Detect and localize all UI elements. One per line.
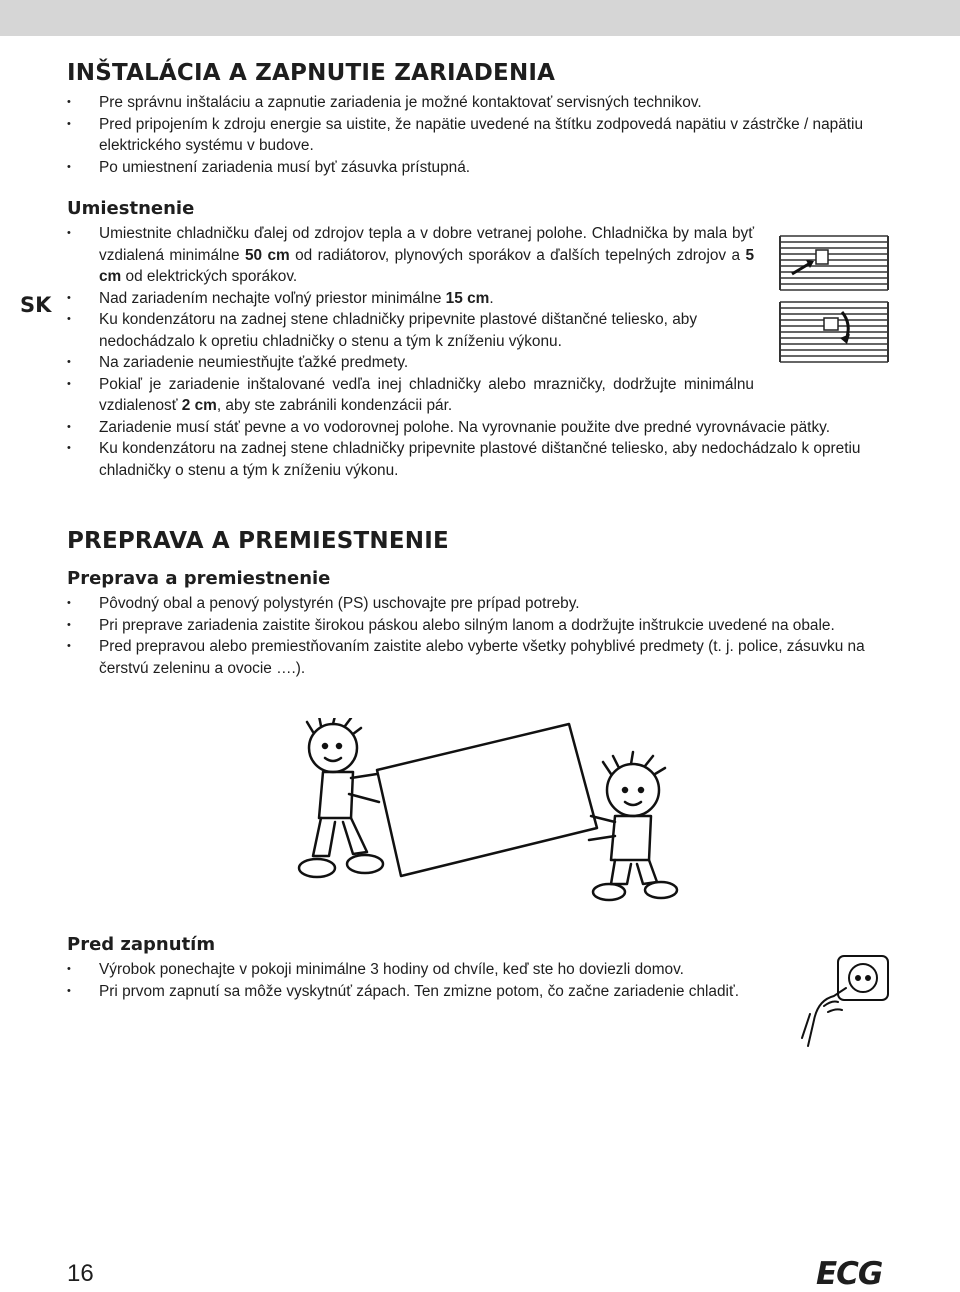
socket-illustration [798, 950, 894, 1048]
section-installation [67, 60, 897, 178]
list-item [67, 223, 754, 288]
list-item: • Pred pripojením k zdroju energie sa uistite, že napätie uvedené na štítku zodpovedá napätiu v zástrčke / napätiu elektrického systému v budove. [67, 114, 897, 157]
condenser-illustration-icon [776, 230, 892, 372]
text: Umiestnite chladničku ďalej od zdrojov tepla a v dobre vetranej polohe. Chladnička by mala byť vzdialená minimálne [99, 225, 754, 264]
section-title: INŠTALÁCIA A ZAPNUTIE ZARIADENIA [67, 60, 556, 86]
text-bold: 2 cm [181, 397, 217, 414]
condenser-spacer-illustration [776, 230, 892, 372]
list-item: • Ku kondenzátoru na zadnej stene chladničky pripevnite plastové dištančné teliesko, aby nedochádzalo k opretiu chladničky o stenu a tým k zníženiu výkonu. [67, 309, 754, 352]
list-item: • Pri preprave zariadenia zaistite širokou páskou alebo silným lanom a dodržujte inštrukcie uvedené na obale. [67, 615, 897, 637]
section-transport [67, 528, 897, 679]
transport-subtitle: Preprava a premiestnenie [67, 568, 331, 589]
text: , aby ste zabránili kondenzácii pár. [216, 397, 453, 414]
list-item: • Pred prepravou alebo premiestňovaním zaistite alebo vyberte všetky pohyblivé predmety (t. j. police, zásuvku na čerstvú zeleninu a ovocie ….). [67, 636, 897, 679]
section-placement [67, 198, 897, 481]
list-item: • Zariadenie musí stáť pevne a vo vodorovnej polohe. Na vyrovnanie použite dve predné vyrovnávacie pätky. [67, 417, 897, 439]
text: Pokiaľ je zariadenie inštalované vedľa inej chladničky alebo mrazničky, dodržujte minimálnu vzdialenosť [99, 375, 754, 414]
language-tab: SK [20, 293, 52, 317]
text-bold: 5 cm [99, 246, 755, 285]
people-carrying-fridge-icon [293, 718, 693, 904]
transport-list [67, 593, 897, 679]
text-bold: 50 cm [244, 246, 290, 264]
hand-plug-socket-icon [798, 950, 894, 1048]
placement-list [67, 223, 897, 417]
placement-title: Umiestnenie [67, 198, 195, 219]
installation-list [67, 92, 897, 178]
list-item: • Po umiestnení zariadenia musí byť zásuvka prístupná. [67, 157, 897, 179]
text-bold: 15 cm [445, 289, 490, 307]
top-gray-bar [0, 0, 960, 36]
placement-list-wide [67, 417, 897, 482]
list-item [67, 374, 754, 417]
before-start-title: Pred zapnutím [67, 934, 216, 955]
list-item: • Ku kondenzátoru na zadnej stene chladničky pripevnite plastové dištančné teliesko, aby nedochádzalo k opretiu chladničky o stenu a tým k zníženiu výkonu. [67, 438, 897, 481]
list-item: • Výrobok ponechajte v pokoji minimálne 3 hodiny od chvíle, keď ste ho doviezli domov. [67, 959, 782, 981]
list-item: • Pôvodný obal a penový polystyrén (PS) uschovajte pre prípad potreby. [67, 593, 897, 615]
page-number: 16 [67, 1260, 94, 1287]
list-item: • Pre správnu inštaláciu a zapnutie zariadenia je možné kontaktovať servisných technikov. [67, 92, 897, 114]
section-before-start [67, 934, 897, 1002]
carrying-fridge-illustration [293, 718, 693, 904]
section-title: PREPRAVA A PREMIESTNENIE [67, 528, 449, 554]
list-item [67, 288, 754, 310]
list-item: • Na zariadenie neumiestňujte ťažké predmety. [67, 352, 754, 374]
text: od elektrických sporákov. [121, 268, 298, 285]
text: od radiátorov, plynových sporákov a ďalších tepelných zdrojov a [289, 246, 746, 264]
before-start-list [67, 959, 782, 1002]
list-item: • Pri prvom zapnutí sa môže vyskytnúť zápach. Ten zmizne potom, čo začne zariadenie chladiť. [67, 981, 782, 1003]
text: Nad zariadením nechajte voľný priestor minimálne [99, 289, 446, 307]
text: . [489, 289, 494, 307]
brand-logo: ECG [816, 1256, 883, 1292]
